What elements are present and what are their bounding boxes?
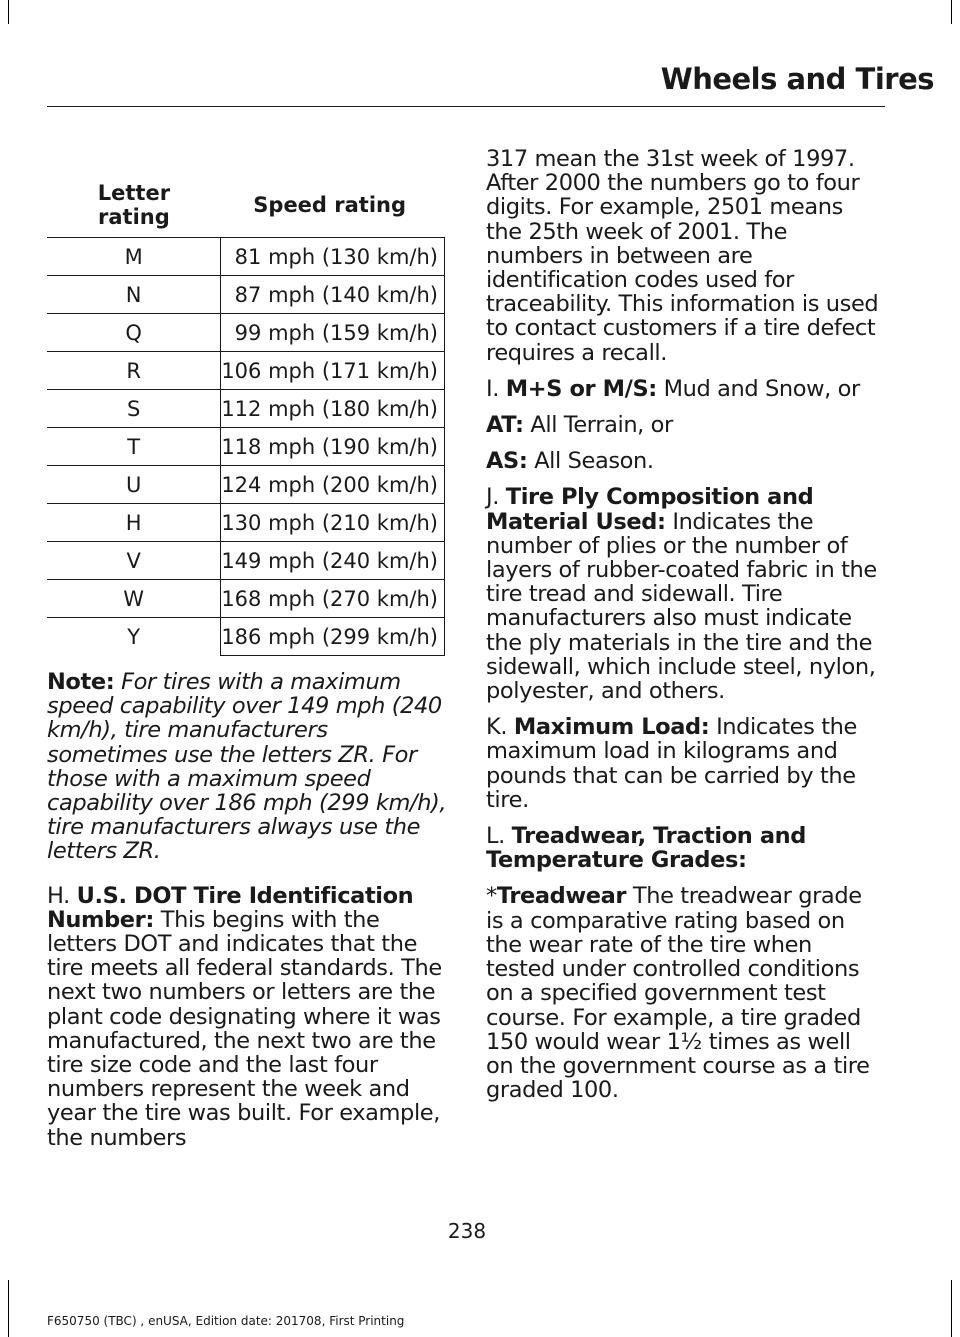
all-season-paragraph <box>486 449 882 473</box>
table-row <box>47 580 445 618</box>
header-speed-rating: Speed rating <box>221 173 445 238</box>
speed-cell: 106 mph (171 km/h) <box>221 352 445 390</box>
header-divider <box>47 106 885 107</box>
table-row <box>47 390 445 428</box>
section-k-prefix: K. <box>486 714 508 741</box>
speed-cell: 112 mph (180 km/h) <box>221 390 445 428</box>
letter-cell: Y <box>127 624 141 649</box>
crop-mark-bottom-right <box>951 1280 952 1337</box>
section-j-prefix: J. <box>486 484 499 511</box>
speed-cell: 99 mph (159 km/h) <box>221 314 445 352</box>
letter-cell: H <box>47 504 221 542</box>
letter-cell: Q <box>47 314 221 352</box>
as-text: All Season. <box>534 448 654 475</box>
table-row <box>47 466 445 504</box>
table-row <box>47 276 445 314</box>
table-row <box>47 618 445 656</box>
section-h-text: This begins with the letters DOT and indicates that the tire meets all federal standards. The next two numbers or letters are the plant code designating where it was manufactured, the next two are the tire size code and the last four numbers represent the week and year the tire was built. For example, the numbers <box>47 906 442 1151</box>
at-title: AT: <box>486 412 524 439</box>
section-i-paragraph <box>486 377 882 401</box>
speed-cell: 168 mph (270 km/h) <box>221 580 445 618</box>
letter-cell: W <box>47 580 221 618</box>
crop-mark-top-right <box>951 0 952 24</box>
letter-cell: S <box>47 390 221 428</box>
table-row <box>47 314 445 352</box>
page-header-title: Wheels and Tires <box>660 62 934 96</box>
section-i-title: M+S or M/S: <box>505 375 657 402</box>
section-j-title: Tire Ply Composition and Material Used: <box>486 484 814 535</box>
speed-rating-table <box>47 173 445 656</box>
letter-cell: U <box>47 466 221 504</box>
note-paragraph <box>47 670 449 864</box>
treadwear-title: Treadwear <box>496 883 627 910</box>
at-text: All Terrain, or <box>530 412 673 439</box>
note-label: Note: <box>47 669 115 695</box>
speed-cell: 81 mph (130 km/h) <box>221 238 445 276</box>
continuation-paragraph: 317 mean the 31st week of 1997. After 2000 the numbers go to four digits. For example, 2501 means the 25th week of 2001. The numbers in between are identification codes used for traceability. This information is used to contact customers if a tire defect requires a recall. <box>486 146 879 366</box>
section-l-paragraph <box>486 824 882 872</box>
edition-footer: F650750 (TBC) , enUSA, Edition date: 201708, First Printing <box>47 1314 405 1328</box>
section-j-paragraph <box>486 485 882 703</box>
section-l-title: Treadwear, Traction and Temperature Grades: <box>486 823 806 874</box>
section-h-prefix: H. <box>47 882 70 909</box>
speed-cell: 186 mph (299 km/h) <box>221 618 445 656</box>
letter-cell: N <box>47 276 221 314</box>
treadwear-text: The treadwear grade is a comparative rating based on the wear rate of the tire when tested under controlled conditions on a specified government test course. For example, a tire graded 150 would wear 1½ times as well on the government course as a tire graded 100. <box>486 883 870 1104</box>
section-k-paragraph <box>486 715 882 812</box>
section-i-prefix: I. <box>486 375 499 402</box>
table-row <box>47 428 445 466</box>
note-text: For tires with a maximum speed capability over 149 mph (240 km/h), tire manufacturers sometimes use the letters ZR. For those with a maximum speed capability over 186 mph (299 km/h), tire manufacturers always use the letters ZR. <box>47 669 447 865</box>
as-title: AS: <box>486 448 528 475</box>
speed-cell: 118 mph (190 km/h) <box>221 428 445 466</box>
speed-cell: 87 mph (140 km/h) <box>221 276 445 314</box>
section-l-prefix: L. <box>486 823 505 850</box>
table-row <box>47 238 445 276</box>
speed-cell: 149 mph (240 km/h) <box>221 542 445 580</box>
right-column <box>486 147 882 1114</box>
crop-mark-top-left <box>8 0 9 24</box>
left-column <box>47 670 449 1162</box>
table-header-row <box>47 173 445 238</box>
speed-cell: 130 mph (210 km/h) <box>221 504 445 542</box>
section-i-text: Mud and Snow, or <box>663 375 860 402</box>
table-row <box>47 504 445 542</box>
letter-cell: T <box>47 428 221 466</box>
table-row <box>47 542 445 580</box>
page-number: 238 <box>447 1219 487 1243</box>
treadwear-prefix: * <box>486 883 497 910</box>
section-h-title: U.S. DOT Tire Identification Number: <box>47 882 414 933</box>
section-k-title: Maximum Load: <box>513 714 710 741</box>
speed-cell: 124 mph (200 km/h) <box>221 466 445 504</box>
section-j-text: Indicates the number of plies or the number of layers of rubber-coated fabric in the tire tread and sidewall. Tire manufacturers also must indicate the ply materials in the tire and the sidewall, which include steel, nylon, polyester, and others. <box>486 508 877 705</box>
section-h-paragraph <box>47 884 449 1150</box>
letter-cell: M <box>47 238 221 276</box>
all-terrain-paragraph <box>486 413 882 437</box>
letter-cell: R <box>47 352 221 390</box>
section-k-text: Indicates the maximum load in kilograms and pounds that can be carried by the tire. <box>486 714 857 813</box>
crop-mark-bottom-left <box>8 1280 9 1337</box>
letter-cell: V <box>47 542 221 580</box>
header-letter-rating: Letter rating <box>47 173 221 238</box>
table-row <box>47 352 445 390</box>
treadwear-paragraph <box>486 884 882 1102</box>
